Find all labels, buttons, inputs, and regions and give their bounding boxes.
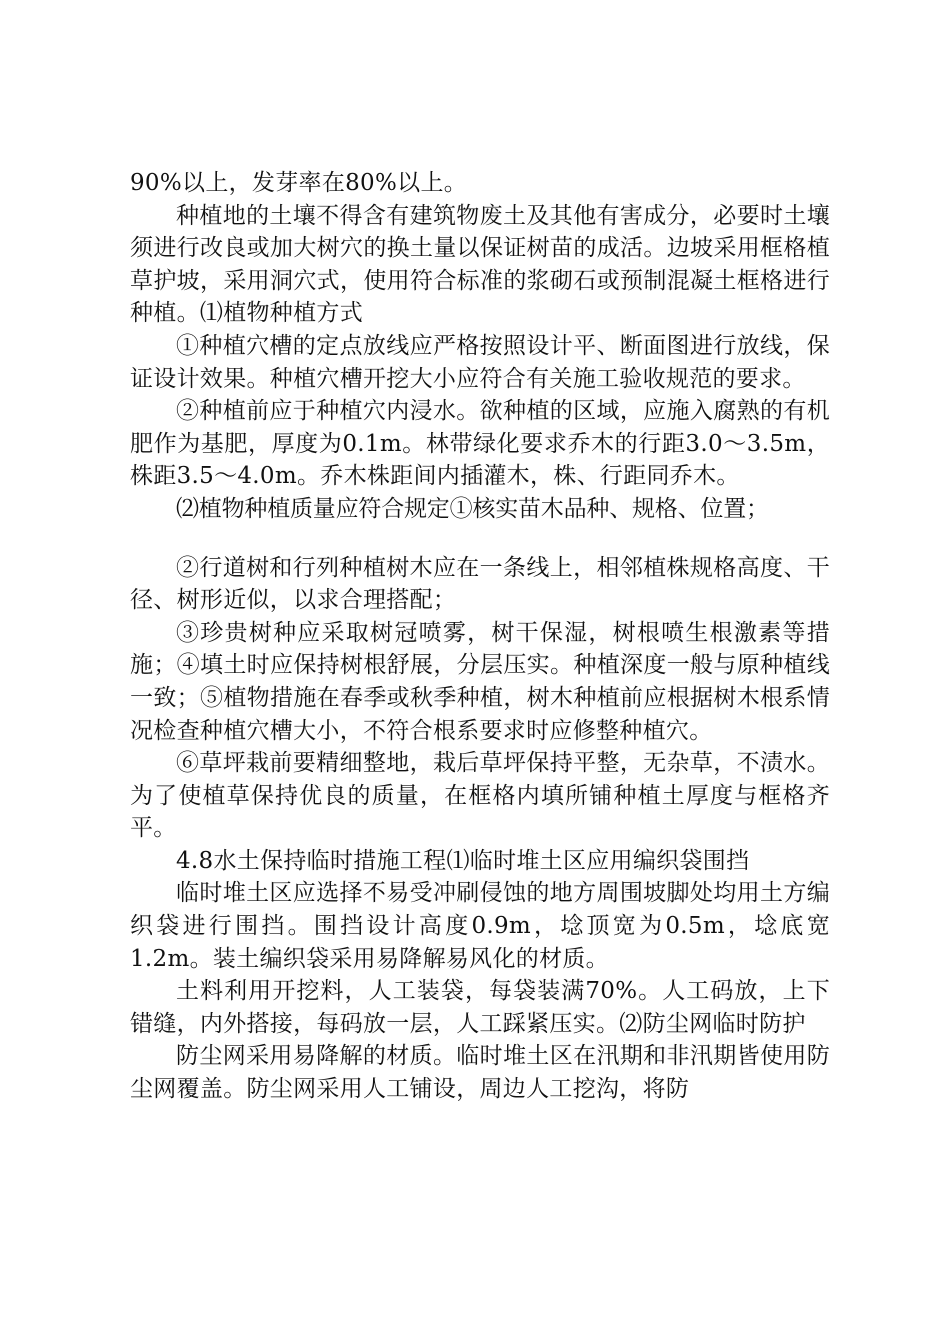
paragraph-planting-pit-layout: ①种植穴槽的定点放线应严格按照设计平、断面图进行放线，保证设计效果。种植穴槽开挖大小应符合有关施工验收规范的要求。 xyxy=(130,332,830,392)
paragraph-seed-rate: 90%以上，发芽率在80%以上。 xyxy=(130,170,468,196)
paragraph-lawn: ⑥草坪栽前要精细整地，栽后草坪保持平整，无杂草，不渍水。为了使植草保持优良的质量，在框格内填所铺种植土厚度与框格齐平。 xyxy=(130,750,830,842)
paragraph-gap xyxy=(130,526,830,552)
paragraph-temporary-stockpile: 临时堆土区应选择不易受冲刷侵蚀的地方周围坡脚处均用土方编织袋进行围挡。围挡设计高度0.9m，埝顶宽为0.5m，埝底宽1.2m。装土编织袋采用易降解易风化的材质。 xyxy=(130,880,830,972)
paragraph-precious-trees: ③珍贵树种应采取树冠喷雾，树干保湿，树根喷生根激素等措施；④填土时应保持树根舒展，分层压实。种植深度一般与原种植线一致；⑤植物措施在春季或秋季种植，树木种植前应根据树木根系情况检查种植穴槽大小，不符合根系要求时应修整种植穴。 xyxy=(130,619,830,744)
paragraph-soaking-fertilizer: ②种植前应于种植穴内浸水。欲种植的区域，应施入腐熟的有机肥作为基肥，厚度为0.1m。林带绿化要求乔木的行距3.0～3.5m，株距3.5～4.0m。乔木株距间内插灌木，株、行距同乔木。 xyxy=(130,398,830,490)
paragraph-soil-requirements: 种植地的土壤不得含有建筑物废土及其他有害成分，必要时土壤须进行改良或加大树穴的换土量以保证树苗的成活。边坡采用框格植草护坡，采用洞穴式，使用符合标准的浆砌石或预制混凝土框格进行种植。⑴植物种植方式 xyxy=(130,202,830,327)
document-body xyxy=(130,167,830,1106)
paragraph-quality-rules: ⑵植物种植质量应符合规定①核实苗木品种、规格、位置； xyxy=(176,495,769,522)
paragraph-bagging: 土料利用开挖料，人工装袋，每袋装满70%。人工码放，上下错缝，内外搭接，每码放一层，人工踩紧压实。⑵防尘网临时防护 xyxy=(130,978,830,1037)
paragraph-dust-net: 防尘网采用易降解的材质。临时堆土区在汛期和非汛期皆使用防尘网覆盖。防尘网采用人工铺设，周边人工挖沟，将防 xyxy=(130,1043,830,1103)
section-heading-temporary-measures: 4.8水土保持临时措施工程⑴临时堆土区应用编织袋围挡 xyxy=(176,847,750,874)
paragraph-street-trees: ②行道树和行列种植树木应在一条线上，相邻植株规格高度、干径、树形近似，以求合理搭配； xyxy=(130,554,830,614)
